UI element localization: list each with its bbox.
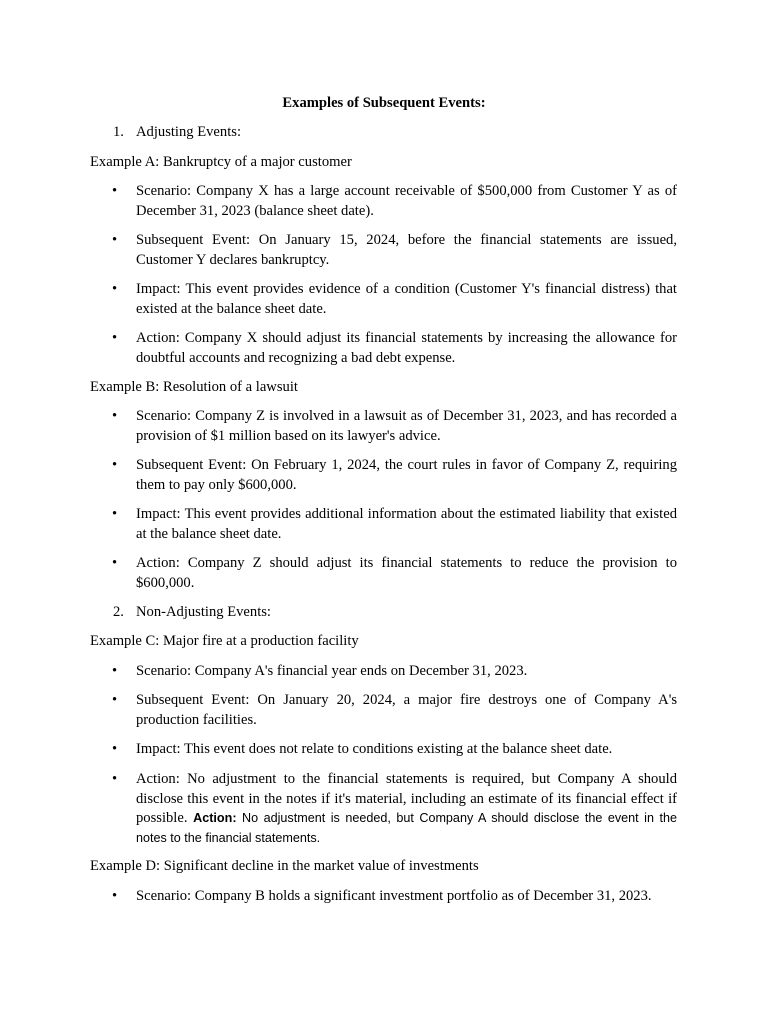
list-item — [90, 182, 677, 221]
list-item — [90, 554, 677, 593]
bullet-icon: • — [112, 506, 118, 522]
bullet-icon: • — [112, 183, 118, 199]
list-item — [90, 662, 677, 682]
bullet-icon: • — [112, 741, 118, 757]
example-a-label: Example A: Bankruptcy of a major customer — [90, 154, 352, 170]
example-label — [90, 153, 677, 173]
list-item — [90, 231, 677, 270]
list-item — [90, 329, 677, 368]
bullet-icon: • — [112, 663, 118, 679]
bullet-text: Action: Company X should adjust its financial statements by increasing the allowance for doubtful accounts and recognizing a bad debt expense. — [136, 330, 677, 366]
bullet-text: Subsequent Event: On February 1, 2024, the court rules in favor of Company Z, requiring them to pay only $600,000. — [136, 457, 677, 493]
appended-note — [136, 811, 677, 845]
example-label — [90, 378, 677, 398]
bullet-icon: • — [112, 771, 118, 787]
bullet-text: Scenario: Company Z is involved in a lawsuit as of December 31, 2023, and has recorded a provision of $1 million based on its lawyer's advice. — [136, 408, 677, 444]
example-label — [90, 857, 677, 877]
bullet-text-with-note — [136, 770, 677, 848]
appended-note-label: Action: — [193, 811, 237, 825]
example-c-label: Example C: Major fire at a production facility — [90, 633, 359, 649]
section-number: 2. — [113, 604, 124, 620]
bullet-icon: • — [112, 692, 118, 708]
bullet-icon: • — [112, 888, 118, 904]
list-item — [90, 407, 677, 446]
example-d-label: Example D: Significant decline in the market value of investments — [90, 858, 479, 874]
section-number: 1. — [113, 124, 124, 140]
bullet-text: Scenario: Company A's financial year ends on December 31, 2023. — [136, 663, 528, 679]
bullet-text: Subsequent Event: On January 20, 2024, a major fire destroys one of Company A's production facilities. — [136, 692, 677, 728]
bullet-text: Impact: This event does not relate to conditions existing at the balance sheet date. — [136, 741, 613, 757]
bullet-text: Scenario: Company X has a large account receivable of $500,000 from Customer Y as of December 31, 2023 (balance sheet date). — [136, 183, 677, 219]
page-title: Examples of Subsequent Events: — [282, 95, 486, 111]
list-item — [90, 505, 677, 544]
bullet-text: Action: Company Z should adjust its financial statements to reduce the provision to $600,000. — [136, 555, 677, 591]
example-label — [90, 632, 677, 652]
bullet-text: Subsequent Event: On January 15, 2024, before the financial statements are issued, Customer Y declares bankruptcy. — [136, 232, 677, 268]
bullet-text: Scenario: Company B holds a significant investment portfolio as of December 31, 2023. — [136, 888, 652, 904]
example-b-label: Example B: Resolution of a lawsuit — [90, 379, 298, 395]
section-heading-text: Non-Adjusting Events: — [136, 604, 271, 620]
appended-note-text: No adjustment is needed, but Company A should disclose the event in the notes to the financial statements. — [136, 811, 677, 845]
bullet-text: Impact: This event provides evidence of a condition (Customer Y's financial distress) that existed at the balance sheet date. — [136, 281, 677, 317]
list-item — [90, 691, 677, 730]
bullet-icon: • — [112, 555, 118, 571]
list-item — [90, 887, 677, 907]
bullet-text: Action: No adjustment to the financial statements is required, but Company A should disclose this event in the notes if it's material, including an estimate of its financial effect if possible. — [136, 771, 677, 826]
bullet-icon: • — [112, 330, 118, 346]
list-item — [90, 456, 677, 495]
bullet-icon: • — [112, 457, 118, 473]
bullet-icon: • — [112, 232, 118, 248]
section-heading-text: Adjusting Events: — [136, 124, 241, 140]
list-item — [90, 740, 677, 760]
bullet-icon: • — [112, 281, 118, 297]
list-item — [90, 770, 677, 848]
bullet-icon: • — [112, 408, 118, 424]
list-item — [90, 280, 677, 319]
bullet-text: Impact: This event provides additional information about the estimated liability that existed at the balance sheet date. — [136, 506, 677, 542]
